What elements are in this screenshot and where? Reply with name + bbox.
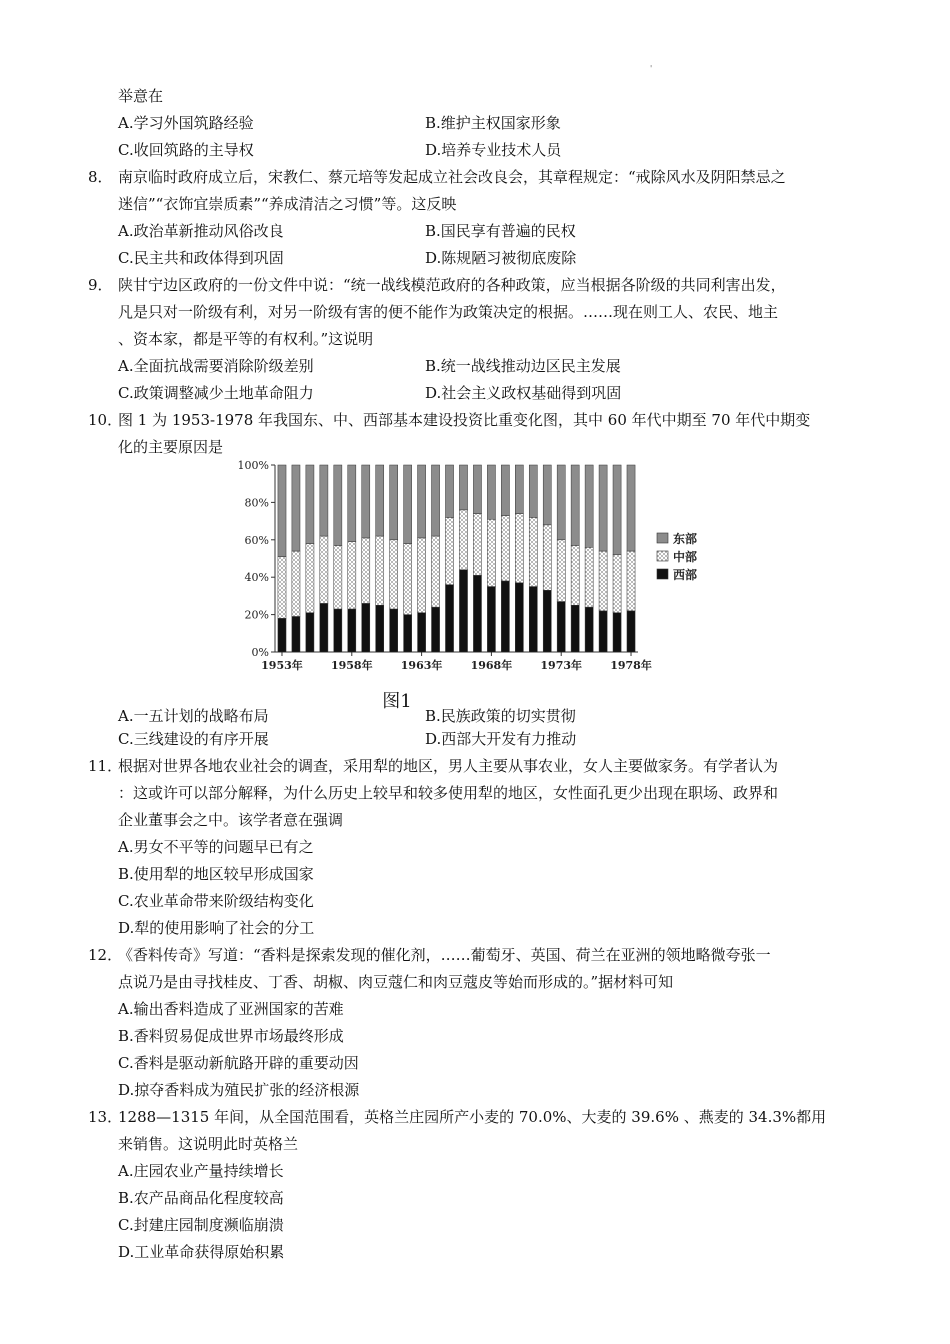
q10-stem-line1: 图 1 为 1953-1978 年我国东、中、西部基本建设投资比重变化图，其中 60 年代中期至 70 年代中期变 <box>118 411 811 429</box>
chart-bar-1974-东部 <box>571 465 579 545</box>
q13-stem-line1: 1288—1315 年间，从全国范围看，英格兰庄园所产小麦的 70.0%、大麦的 39.6% 、燕麦的 34.3%都用 <box>118 1108 827 1126</box>
q12-option-d[interactable]: D.掠夺香料成为殖民扩张的经济根源 <box>118 1081 360 1099</box>
chart-bar-1972-中部 <box>543 525 551 590</box>
q10-option-d[interactable]: D.西部大开发有力推动 <box>425 730 577 748</box>
chart-caption: 图1 <box>382 691 412 712</box>
chart-bar-1956-西部 <box>320 603 328 652</box>
q10-stem-line2: 化的主要原因是 <box>118 438 224 456</box>
chart-bar-1962-中部 <box>404 544 412 615</box>
chart-bar-1975-中部 <box>585 547 593 607</box>
chart-bar-1967-中部 <box>473 514 481 576</box>
chart-bar-1969-西部 <box>501 581 509 652</box>
chart-bar-1970-西部 <box>515 583 523 652</box>
chart-bar-1960-西部 <box>376 605 384 652</box>
chart-bar-1955-中部 <box>306 544 314 613</box>
q7-option-a[interactable]: A.学习外国筑路经验 <box>118 114 254 132</box>
chart-bar-1977-东部 <box>613 465 621 555</box>
q13-option-b[interactable]: B.农产品商品化程度较高 <box>118 1189 284 1207</box>
chart-bar-1960-中部 <box>376 536 384 605</box>
chart-bar-1976-中部 <box>599 551 607 611</box>
chart-bar-1973-西部 <box>557 602 565 652</box>
chart-bar-1977-西部 <box>613 613 621 652</box>
q8-option-c[interactable]: C.民主共和政体得到巩固 <box>118 249 284 267</box>
chart-bar-1977-中部 <box>613 555 621 613</box>
chart-y-tick-label: 100% <box>237 459 269 472</box>
chart-bar-1961-东部 <box>390 465 398 540</box>
chart-bar-1967-东部 <box>473 465 481 514</box>
chart-bar-1976-西部 <box>599 611 607 652</box>
q9-number: 9． <box>88 276 113 294</box>
chart-y-tick-label: 40% <box>244 571 269 585</box>
chart-bar-1968-中部 <box>487 519 495 586</box>
chart-bar-1965-中部 <box>445 517 453 584</box>
chart-x-tick-label: 1978年 <box>610 659 652 672</box>
chart-bar-1958-东部 <box>348 465 356 542</box>
chart-bar-1969-东部 <box>501 465 509 515</box>
q11-stem-line3: 企业董事会之中。该学者意在强调 <box>118 811 344 829</box>
chart-bar-1965-东部 <box>445 465 453 517</box>
chart-bar-1955-东部 <box>306 465 314 544</box>
chart-x-tick-label: 1958年 <box>330 659 373 672</box>
q10-option-b[interactable]: B.民族政策的切实贯彻 <box>425 707 576 725</box>
q8-stem-line2: 迷信”“衣饰宜崇质素”“养成清洁之习惯”等。这反映 <box>118 195 457 213</box>
chart-bar-1974-中部 <box>571 545 579 605</box>
q12-stem-line1: 《香料传奇》写道：“香料是探索发现的催化剂，……葡萄牙、英国、荷兰在亚洲的领地略微夸张一 <box>118 946 771 964</box>
chart-bar-1965-西部 <box>445 585 453 652</box>
q9-stem-line1: 陕甘宁边区政府的一份文件中说：“统一战线模范政府的各种政策，应当根据各阶级的共同利害出发， <box>118 276 786 294</box>
chart-bar-1966-中部 <box>459 510 467 570</box>
chart-bar-1959-中部 <box>362 538 370 603</box>
chart-bar-1957-中部 <box>334 545 342 609</box>
q13-number: 13． <box>88 1108 123 1126</box>
chart-bar-1975-西部 <box>585 607 593 652</box>
chart-bar-1978-中部 <box>627 551 635 611</box>
q12-option-b[interactable]: B.香料贸易促成世界市场最终形成 <box>118 1027 344 1045</box>
chart-bar-1964-中部 <box>432 536 440 607</box>
chart-y-tick-label: 0% <box>251 646 269 659</box>
q12-stem-line2: 点说乃是由寻找桂皮、丁香、胡椒、肉豆蔻仁和肉豆蔻皮等始而形成的。”据材料可知 <box>118 973 674 991</box>
chart-legend-label-中部: 中部 <box>673 550 698 564</box>
chart-x-tick-label: 1953年 <box>261 659 303 672</box>
q11-option-d[interactable]: D.犁的使用影响了社会的分工 <box>118 919 315 937</box>
chart-x-tick-label: 1963年 <box>400 659 443 672</box>
chart-legend-label-西部: 西部 <box>673 568 698 582</box>
chart-bar-1954-西部 <box>292 616 300 652</box>
chart-x-tick-label: 1973年 <box>540 659 583 672</box>
chart-bar-1970-东部 <box>515 465 523 514</box>
q10-number: 10． <box>88 411 123 429</box>
chart-legend-swatch-东部 <box>657 533 668 543</box>
q12-option-c[interactable]: C.香料是驱动新航路开辟的重要动因 <box>118 1054 359 1072</box>
q8-option-b[interactable]: B.国民享有普遍的民权 <box>425 222 576 240</box>
q9-stem-line3: 、资本家，都是平等的有权利。”这说明 <box>118 330 374 348</box>
chart-bar-1958-西部 <box>348 609 356 652</box>
header-mark: ' <box>650 64 653 73</box>
chart-y-tick-label: 20% <box>244 608 269 622</box>
chart-bar-1971-中部 <box>529 517 537 586</box>
chart-bar-1967-西部 <box>473 575 481 652</box>
q13-option-d[interactable]: D.工业革命获得原始积累 <box>118 1243 285 1261</box>
chart-bar-1964-西部 <box>432 607 440 652</box>
q11-option-a[interactable]: A.男女不平等的问题早已有之 <box>118 838 314 856</box>
chart-bar-1966-东部 <box>459 465 467 510</box>
chart-bar-1971-东部 <box>529 465 537 517</box>
chart-bar-1975-东部 <box>585 465 593 547</box>
chart-y-tick-label: 80% <box>244 496 269 510</box>
q10-option-c[interactable]: C.三线建设的有序开展 <box>118 730 269 748</box>
q13-stem-line2: 来销售。这说明此时英格兰 <box>118 1135 299 1153</box>
q11-stem-line1: 根据对世界各地农业社会的调查，采用犁的地区，男人主要从事农业，女人主要做家务。有学者认为 <box>118 757 779 775</box>
chart-bar-1954-东部 <box>292 465 300 551</box>
chart-bar-1978-东部 <box>627 465 635 551</box>
q9-option-d[interactable]: D.社会主义政权基础得到巩固 <box>425 384 622 402</box>
chart-bar-1974-西部 <box>571 605 579 652</box>
chart-bar-1966-西部 <box>459 570 467 652</box>
chart-bar-1976-东部 <box>599 465 607 551</box>
investment-share-chart <box>225 455 725 715</box>
chart-bar-1960-东部 <box>376 465 384 536</box>
q7-option-d[interactable]: D.培养专业技术人员 <box>425 141 562 159</box>
chart-bar-1961-中部 <box>390 540 398 609</box>
q8-option-d[interactable]: D.陈规陋习被彻底废除 <box>425 249 577 267</box>
chart-bar-1956-东部 <box>320 465 328 536</box>
q7-stem-tail: 举意在 <box>118 87 164 105</box>
chart-legend-label-东部: 东部 <box>673 532 698 546</box>
chart-bar-1972-西部 <box>543 590 551 652</box>
chart-bar-1958-中部 <box>348 542 356 609</box>
chart-bar-1971-西部 <box>529 587 537 652</box>
q8-number: 8． <box>88 168 113 186</box>
q9-option-a[interactable]: A.全面抗战需要消除阶级差别 <box>118 357 314 375</box>
chart-legend-swatch-西部 <box>657 569 668 579</box>
q11-option-c[interactable]: C.农业革命带来阶级结构变化 <box>118 892 314 910</box>
chart-bar-1961-西部 <box>390 609 398 652</box>
chart-bar-1968-东部 <box>487 465 495 519</box>
chart-bar-1957-东部 <box>334 465 342 545</box>
chart-bar-1953-西部 <box>278 618 286 652</box>
q11-option-b[interactable]: B.使用犁的地区较早形成国家 <box>118 865 314 883</box>
chart-bar-1963-西部 <box>418 613 426 652</box>
chart-bar-1964-东部 <box>432 465 440 536</box>
q10-option-a[interactable]: A.一五计划的战略布局 <box>118 707 269 725</box>
chart-bar-1962-西部 <box>404 615 412 652</box>
chart-bar-1953-东部 <box>278 465 286 557</box>
chart-bar-1956-中部 <box>320 536 328 603</box>
chart-y-tick-label: 60% <box>244 533 269 547</box>
q12-option-a[interactable]: A.输出香料造成了亚洲国家的苦难 <box>118 1000 344 1018</box>
chart-bar-1963-东部 <box>418 465 426 538</box>
q13-option-c[interactable]: C.封建庄园制度濒临崩溃 <box>118 1216 284 1234</box>
q7-option-b[interactable]: B.维护主权国家形象 <box>425 114 561 132</box>
q8-option-a[interactable]: A.政治革新推动风俗改良 <box>118 222 284 240</box>
q11-number: 11． <box>88 757 123 775</box>
chart-bar-1957-西部 <box>334 609 342 652</box>
chart-bar-1962-东部 <box>404 465 412 544</box>
q7-option-c[interactable]: C.收回筑路的主导权 <box>118 141 254 159</box>
chart-bar-1970-中部 <box>515 514 523 583</box>
chart-bar-1959-东部 <box>362 465 370 538</box>
q9-option-c[interactable]: C.政策调整减少土地革命阻力 <box>118 384 314 402</box>
chart-x-tick-label: 1968年 <box>470 659 513 672</box>
chart-bar-1973-东部 <box>557 465 565 540</box>
chart-bar-1969-中部 <box>501 515 509 580</box>
q9-option-b[interactable]: B.统一战线推动边区民主发展 <box>425 357 621 375</box>
chart-bar-1968-西部 <box>487 587 495 652</box>
q9-stem-line2: 凡是只对一阶级有利，对另一阶级有害的便不能作为政策决定的根据。……现在则工人、农民、地主 <box>118 303 779 321</box>
q12-number: 12． <box>88 946 123 964</box>
chart-bar-1963-中部 <box>418 538 426 613</box>
chart-bar-1953-中部 <box>278 557 286 619</box>
chart-bar-1955-西部 <box>306 613 314 652</box>
chart-bar-1972-东部 <box>543 465 551 525</box>
chart-bar-1978-西部 <box>627 611 635 652</box>
q13-option-a[interactable]: A.庄园农业产量持续增长 <box>118 1162 284 1180</box>
q8-stem-line1: 南京临时政府成立后，宋教仁、蔡元培等发起成立社会改良会，其章程规定：“戒除风水及阴阳禁忌之 <box>118 168 786 186</box>
chart-bar-1959-西部 <box>362 603 370 652</box>
q11-stem-line2: ：这或许可以部分解释，为什么历史上较早和较多使用犁的地区，女性面孔更少出现在职场、政界和 <box>118 784 779 802</box>
chart-bar-1954-中部 <box>292 551 300 616</box>
chart-bar-1973-中部 <box>557 540 565 602</box>
chart-legend-swatch-中部 <box>657 551 668 561</box>
